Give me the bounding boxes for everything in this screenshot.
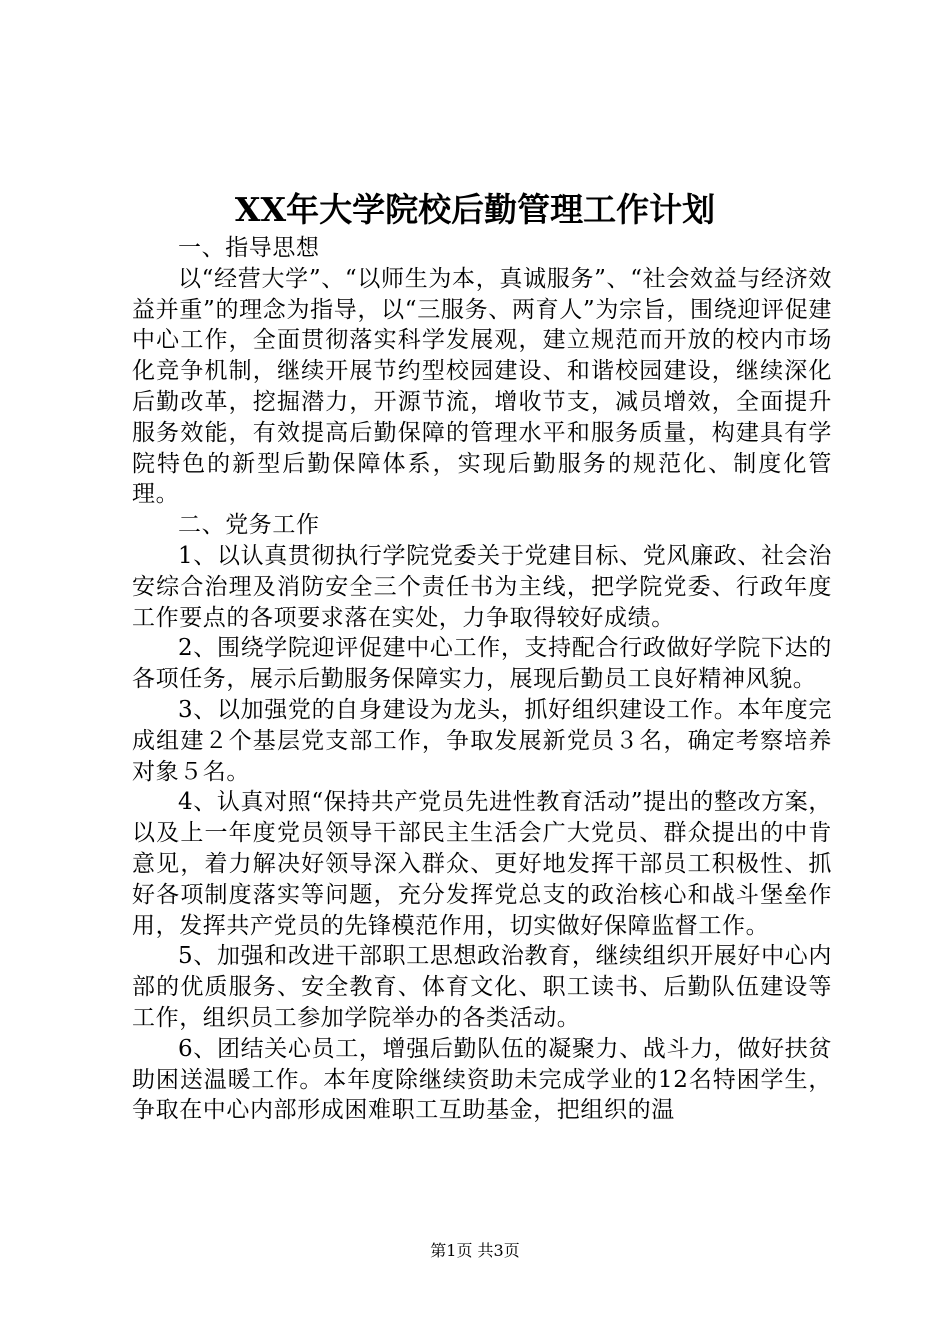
paragraph-party-item-4: 4、认真对照“保持共产党员先进性教育活动”提出的整改方案，以及上一年度党员领导干部民主生活会广大党员、群众提出的中肯意见，着力解决好领导深入群众、更好地发挥干部员工积极性、抓好各项制度落实等问题，充分发挥党总支的政治核心和战斗堡垒作用，发挥共产党员的先锋模范作用，切实做好保障监督工作。 xyxy=(132,789,832,939)
document-title: XX年大学院校后勤管理工作计划 xyxy=(234,190,716,229)
document-body xyxy=(132,233,832,1126)
paragraph-guiding-ideology: 以“经营大学”、“以师生为本，真诚服务”、“社会效益与经济效益并重”的理念为指导，以“三服务、两育人”为宗旨，围绕迎评促建中心工作，全面贯彻落实科学发展观，建立规范而开放的校内市场化竞争机制，继续开展节约型校园建设、和谐校园建设，继续深化后勤改革，挖掘潜力，开源节流，增收节支，减员增效，全面提升服务效能，有效提高后勤保障的管理水平和服务质量，构建具有学院特色的新型后勤保障体系，实现后勤服务的规范化、制度化管理。 xyxy=(132,265,832,508)
paragraph-party-item-2: 2、围绕学院迎评促建中心工作，支持配合行政做好学院下达的各项任务，展示后勤服务保障实力，展现后勤员工良好精神风貌。 xyxy=(132,635,832,693)
page-footer: 第1页 共3页 xyxy=(430,1241,520,1260)
section-heading-party-affairs: 二、党务工作 xyxy=(178,512,320,539)
section-heading-guiding-ideology: 一、指导思想 xyxy=(178,235,320,261)
paragraph-party-item-5: 5、加强和改进干部职工思想政治教育，继续组织开展好中心内部的优质服务、安全教育、体育文化、职工读书、后勤队伍建设等工作，组织员工参加学院举办的各类活动。 xyxy=(132,943,832,1031)
paragraph-party-item-1: 1、以认真贯彻执行学院党委关于党建目标、党风廉政、社会治安综合治理及消防安全三个责任书为主线，把学院党委、行政年度工作要点的各项要求落在实处，力争取得较好成绩。 xyxy=(132,542,832,631)
paragraph-party-item-3: 3、以加强党的自身建设为龙头，抓好组织建设工作。本年度完成组建２个基层党支部工作，争取发展新党员３名，确定考察培养对象５名。 xyxy=(132,696,832,785)
paragraph-party-item-6: 6、团结关心员工，增强后勤队伍的凝聚力、战斗力，做好扶贫助困送温暖工作。本年度除继续资助未完成学业的12名特困学生，争取在中心内部形成困难职工互助基金，把组织的温 xyxy=(132,1035,832,1124)
